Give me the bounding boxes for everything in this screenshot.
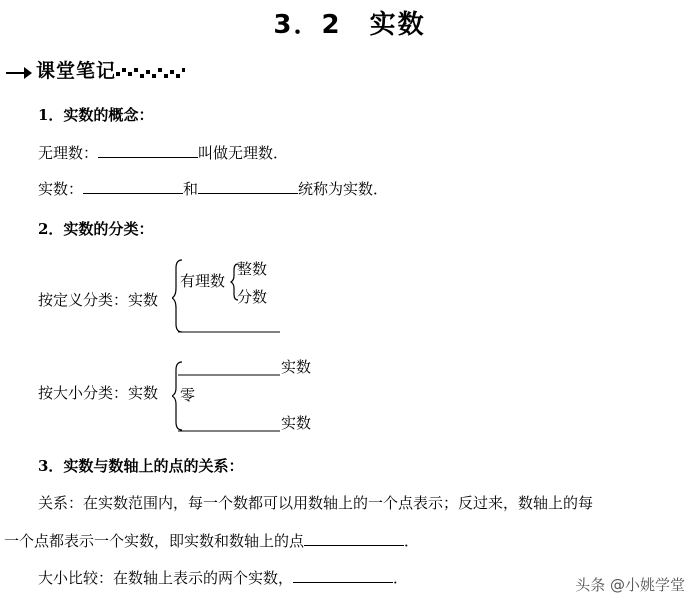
compare-end: ． [393,569,409,587]
by-definition-label: 按定义分类：实数 [38,291,159,309]
relation-line-1: 关系：在实数范围内，每一个数都可以用数轴上的一个点表示；反过来，数轴上的每 [38,494,594,512]
real-blank-2[interactable] [198,179,298,194]
relation-text: 一个点都表示一个实数，即实数和数轴上的点 [4,532,305,550]
by-size-label: 按大小分类：实数 [38,384,159,402]
real-definition-line [38,178,388,199]
irrational-suffix: 叫做无理数． [198,144,289,162]
checker-decoration [116,66,186,80]
irrational-prefix: 无理数： [38,144,99,162]
irrational-definition-line [38,142,288,163]
real-prefix: 实数： [38,180,84,198]
rational-label: 有理数 [180,272,226,290]
integer-label: 整数 [237,260,268,278]
size-top-suffix: 实数 [281,358,312,376]
size-bottom-suffix: 实数 [281,414,312,432]
real-middle: 和 [183,180,199,198]
banner-label: 课堂笔记 [36,60,117,82]
watermark: 头条 @小姚学堂 [575,576,685,594]
relation-line-2 [4,530,419,551]
arrow-icon [4,58,34,84]
compare-text: 大小比较：在数轴上表示的两个实数， [38,569,294,587]
relation-end: ． [404,532,420,550]
section-banner [4,56,186,82]
compare-blank[interactable] [293,568,393,583]
fraction-label: 分数 [237,288,268,306]
compare-line [38,567,408,588]
section-3-heading: 3．实数与数轴上的点的关系： [38,457,244,475]
zero-label: 零 [180,386,196,404]
section-2-heading: 2．实数的分类： [38,220,154,238]
irrational-blank[interactable] [98,143,198,158]
real-suffix: 统称为实数． [298,180,389,198]
page-title: 3．2 实数 [273,10,426,40]
section-1-heading: 1．实数的概念： [38,106,154,124]
relation-blank[interactable] [304,531,404,546]
real-blank-1[interactable] [83,179,183,194]
